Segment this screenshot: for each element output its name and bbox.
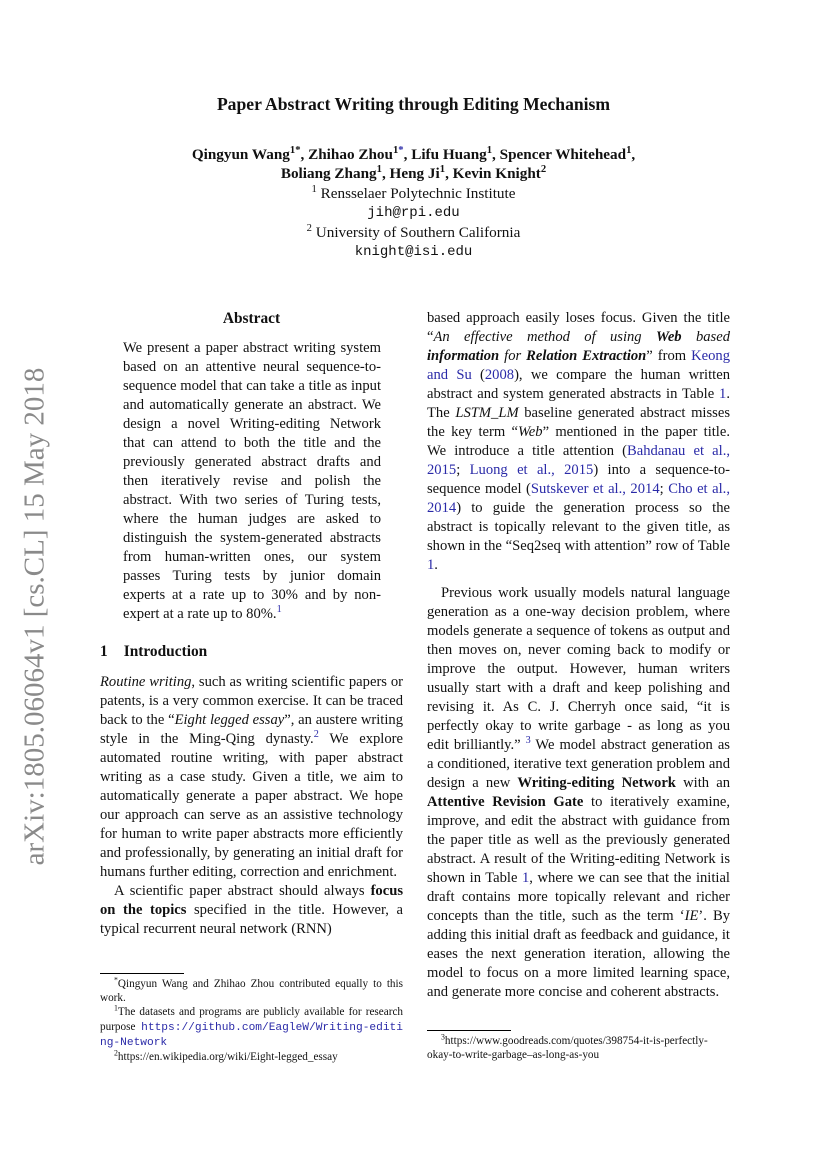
abstract-body	[123, 339, 381, 624]
citation-link[interactable]: Luong et al., 2015	[469, 462, 594, 478]
text-run: focus on the topics	[100, 883, 403, 918]
text-run: IE	[684, 908, 699, 924]
text-run: The datasets and programs are publicly available for research purpose	[100, 1006, 403, 1033]
footnote-mark: 1	[114, 1003, 118, 1013]
text-run: Qingyun Wang and Zhihao Zhou contributed equally to this work.	[100, 978, 403, 1005]
footnote-link[interactable]: 1	[276, 604, 282, 616]
text-run: ), we compare the human written abstract and system generated abstracts in Table	[427, 367, 730, 402]
text-run: https://en.wikipedia.org/wiki/Eight-legged_essay	[117, 1051, 338, 1064]
footnote	[100, 1050, 403, 1064]
text-run: ,	[631, 146, 636, 163]
citation-link[interactable]: Sutskever et al., 2014	[530, 481, 660, 497]
text-run: , where we can see that the initial draft contains more topically relevant and richer concepts than the title, such as the term ‘	[427, 870, 730, 924]
citation-link[interactable]: Cho et al., 2014	[427, 481, 730, 516]
right-column	[427, 309, 730, 1002]
text-run: Boliang Zhang	[280, 165, 377, 182]
text-run: We model abstract generation as a conditioned, iterative text generation problem and design a new	[427, 737, 730, 791]
paragraph	[427, 584, 730, 1002]
url-link[interactable]: https://github.com/EagleW/Writing-editing-Network	[100, 1021, 403, 1049]
right-footnotes	[427, 1030, 730, 1062]
section-title: Introduction	[123, 643, 208, 660]
abstract-heading: Abstract	[222, 310, 281, 327]
text-run: A scientific paper abstract should always	[114, 883, 371, 899]
text-run: Qingyun Wang	[191, 146, 290, 163]
text-run: for	[499, 348, 527, 364]
footnote-mark: 1	[486, 144, 493, 156]
footnote-mark: 3	[441, 1032, 445, 1042]
text-run: based approach easily loses focus. Given the title “	[427, 310, 730, 345]
text-run: to iteratively examine, improve, and edit the abstract with guidance from the paper title as well as the previously generated abstract. A result of the Writing-editing Network is shown in Table	[427, 794, 730, 886]
footnote-rule	[100, 973, 184, 974]
text-run: , Spencer Whitehead	[492, 146, 627, 163]
text-run: ” from	[646, 348, 692, 364]
citation-link[interactable]: 2008	[484, 367, 515, 383]
citation-link[interactable]: 1	[719, 386, 727, 402]
text-run: , Zhihao Zhou	[300, 146, 393, 163]
footnote-link[interactable]: 3	[525, 735, 531, 747]
text-run: https://www.goodreads.com/quotes/398754-it-is-perfectly-okay-to-write-garbage–as-long-as-you	[427, 1035, 708, 1062]
text-run: ” mentioned in the paper title. We introduce a title attention (	[427, 424, 730, 459]
affiliation-name: University of Southern California	[311, 224, 521, 241]
intro-paragraph-2	[100, 882, 403, 939]
text-run: Web	[517, 424, 543, 440]
footnote-link[interactable]: *	[398, 144, 404, 156]
text-run: , Heng Ji	[381, 165, 440, 182]
left-footnotes	[100, 973, 403, 1064]
footnote-mark: 1	[626, 144, 632, 156]
footnote	[100, 977, 403, 1005]
text-run: Previous work usually models natural language generation as a one-way decision problem, where models generate a sequence of tokens as output and then moves on, never coming back to modify or improve the output. However, human writers usually start with a draft and keep polishing and revising it. As C. J. Cherryh once said, “it is perfectly okay to write garbage - as long as you edit brilliantly.”	[427, 585, 730, 753]
footnote	[427, 1034, 730, 1062]
text-run: ”, an austere writing style in the Ming-Qing dynasty.	[100, 712, 403, 747]
text-run: ;	[456, 462, 470, 478]
affiliation-1	[0, 184, 827, 204]
affiliation-number: 1	[311, 183, 317, 195]
affiliation-name: Rensselaer Polytechnic Institute	[316, 185, 516, 202]
text-run: , such as writing scientific papers or patents, is a very common exercise. It can be traced back to the “	[100, 674, 403, 728]
text-run: . The	[427, 386, 730, 421]
footnote-link[interactable]: 2	[313, 729, 319, 741]
paper-title: Paper Abstract Writing through Editing Mechanism	[216, 94, 611, 114]
text-run: .	[434, 557, 438, 573]
email-1: jih@rpi.edu	[367, 205, 460, 221]
affiliation-number: 2	[306, 222, 312, 234]
text-run: Web	[655, 329, 682, 345]
text-run: Routine writing	[100, 674, 192, 690]
footnote-rule	[427, 1030, 511, 1031]
citation-link[interactable]: 1	[522, 870, 530, 886]
citation-link[interactable]: Keong and Su	[427, 348, 731, 383]
text-run: Relation Extraction	[526, 348, 647, 364]
text-run: with an	[675, 775, 731, 791]
left-column	[100, 309, 403, 939]
citation-link[interactable]: Bahdanau et al., 2015	[427, 443, 730, 478]
email-2: knight@isi.edu	[354, 244, 473, 260]
footnote-mark: 2	[540, 163, 547, 175]
footnote	[100, 1005, 403, 1050]
text-run: , Lifu Huang	[403, 146, 487, 163]
section-heading	[100, 642, 403, 661]
text-run: ’. By adding this initial draft as feedback and guidance, it eases the next generation iteration, allowing the model to focus on a more limited learning space, and generate more concise and coherent abstracts.	[427, 908, 731, 1000]
text-run: baseline generated abstract misses the key term “	[427, 405, 731, 440]
text-run: , Kevin Knight	[445, 165, 541, 182]
text-run: ) into a sequence-to-sequence model (	[427, 462, 730, 497]
section-number: 1	[100, 643, 108, 660]
authors-line-1	[0, 145, 827, 165]
paragraph	[427, 309, 730, 575]
affiliation-2	[0, 223, 827, 243]
text-run: Eight legged essay	[174, 712, 285, 728]
footnote-mark: 2	[114, 1048, 118, 1058]
footnote-mark: 1	[376, 163, 382, 175]
footnote-mark: 1	[439, 163, 446, 175]
footnote-mark: 1	[392, 144, 399, 156]
footnote-mark: 1*	[289, 144, 301, 156]
text-run: ;	[659, 481, 669, 497]
text-run: Writing-editing Network	[517, 775, 676, 791]
citation-link[interactable]: 1	[427, 557, 435, 573]
text-run: Attentive Revision Gate	[427, 794, 584, 810]
text-run: LSTM_LM	[455, 405, 519, 421]
text-run: information	[427, 348, 500, 364]
footnote-mark: *	[114, 975, 118, 985]
text-run: We explore automated routine writing, with paper abstract writing as a case study. Given a title, we aim to automatically generate a paper abstract. We hope our approach can serve as an assistive technology for human to write paper abstracts more efficiently and professionally, by generating an initial draft for humans further editing, correction and enrichment.	[100, 731, 403, 880]
intro-paragraph-1	[100, 673, 403, 882]
text-run: We present a paper abstract writing system based on an attentive neural sequence-to-sequence model that can take a title as input and automatically generate an abstract. We design a novel Writing-editing Network that can attend to both the title and the previously generated abstract drafts and then iteratively revise and polish the abstract. With two series of Turing tests, where the human judges are asked to distinguish the system-generated abstracts from human-written ones, our system passes Turing tests by junior domain experts at a rate up to 30% and by non-expert at a rate up to 80%.	[123, 340, 381, 622]
text-run: specified in the title. However, a typical recurrent neural network (RNN)	[100, 902, 403, 937]
text-run: based	[681, 329, 730, 345]
text-run: ) to guide the generation process so the abstract is topically relevant to the given title, as shown in the “Seq2seq with attention” row of Table	[427, 500, 730, 554]
arxiv-stamp: arXiv:1805.06064v1 [cs.CL] 15 May 2018	[18, 367, 51, 866]
authors-line-2	[0, 164, 827, 184]
text-run: (	[471, 367, 485, 383]
text-run: An effective method of using	[433, 329, 656, 345]
